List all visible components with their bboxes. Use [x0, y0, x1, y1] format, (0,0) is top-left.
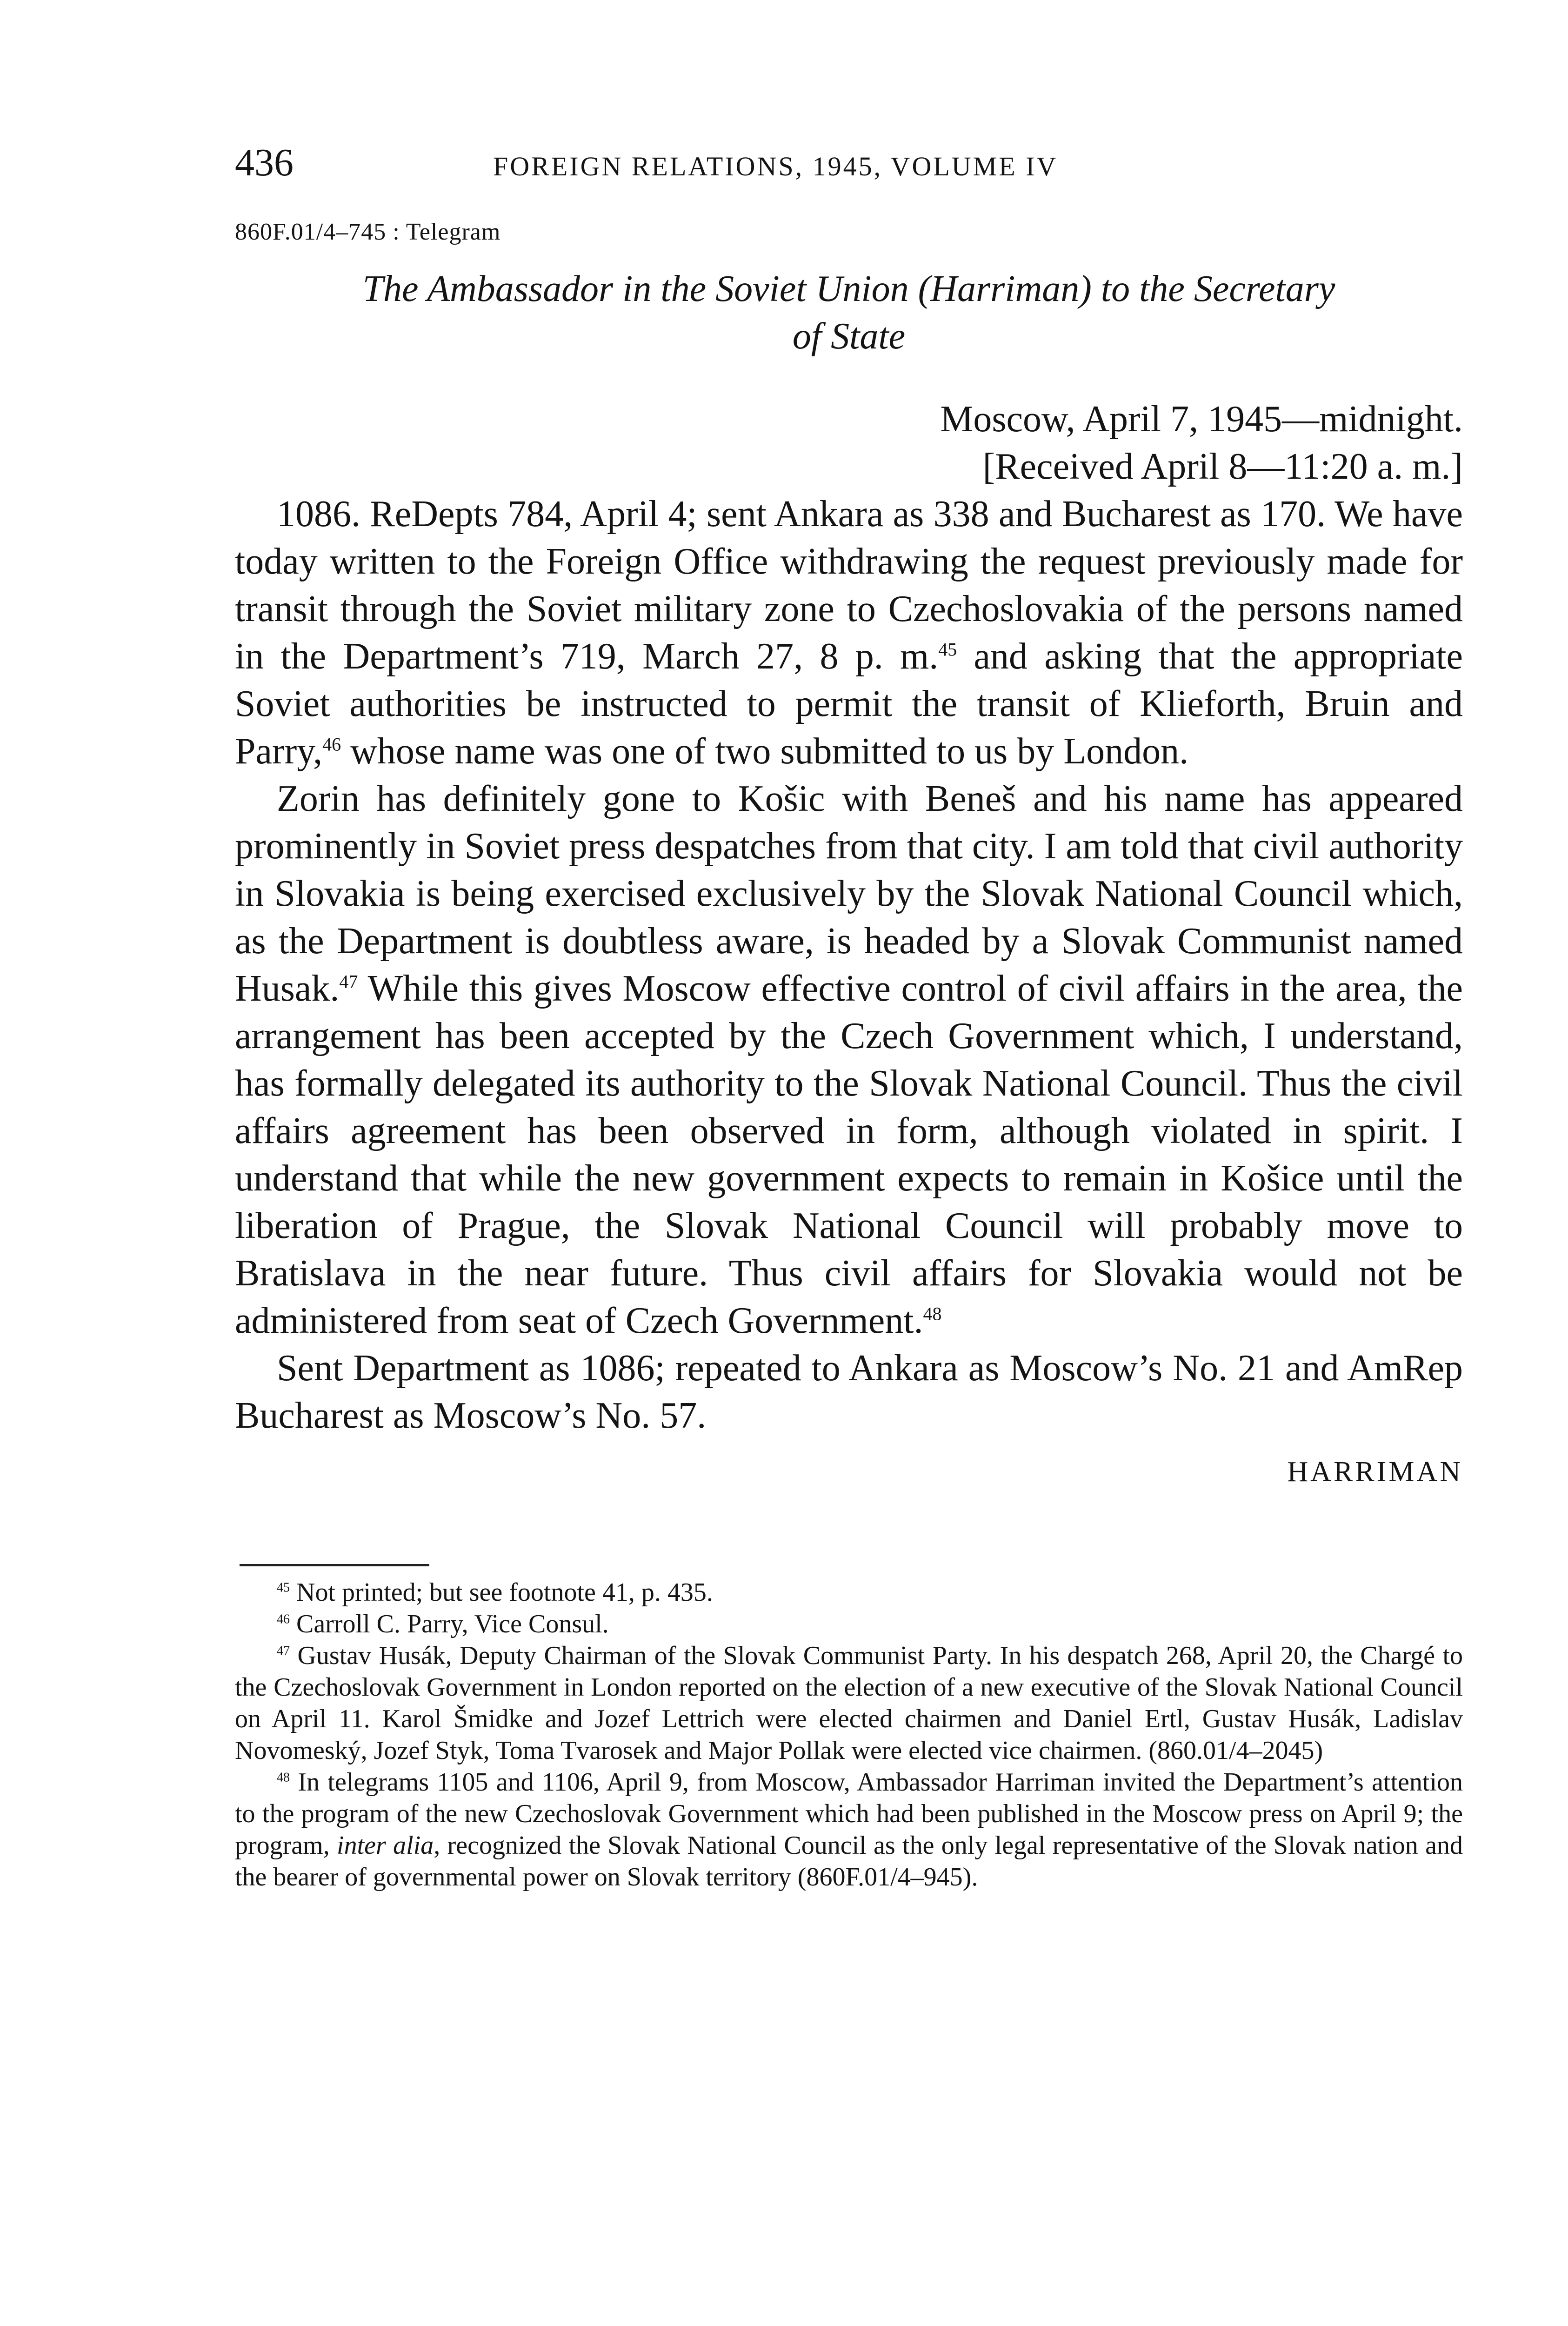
body-paragraph-2 — [235, 775, 1463, 1344]
footnote-number-45: 45 — [277, 1580, 290, 1595]
signature: HARRIMAN — [1287, 1456, 1463, 1488]
footnote-48-text-b: , recognized the Slovak National Council as the only legal representative of the Slovak nation and the bearer of governmental power on Slovak territory (860F.01/4–945). — [235, 1831, 1463, 1892]
paragraph-2-text-a: Zorin has definitely gone to Košic with Beneš and his name has appeared prominently in Soviet press despatches from that city. I am told that civil authority in Slovakia is being exercised exclusively by the Slovak National Council which, as the Department is doubtless aware, is headed by a Slovak Communist named Husak. — [235, 778, 1463, 1009]
footnote-number-48: 48 — [277, 1770, 290, 1785]
footnote-46 — [235, 1608, 1463, 1640]
footnote-ref-46: 46 — [322, 734, 341, 755]
paragraph-1-text-b: and asking that the appropriate Soviet authorities be instructed to permit the transit of Klieforth, Bruin and Parry, — [235, 636, 1463, 772]
page-number: 436 — [235, 141, 294, 184]
footnote-47 — [235, 1640, 1463, 1766]
paragraph-1-text-c: whose name was one of two submitted to us by London. — [341, 731, 1189, 772]
file-reference: 860F.01/4–745 : Telegram — [235, 219, 501, 245]
document-page — [235, 140, 1463, 1893]
paragraph-1-text-a: 1086. ReDepts 784, April 4; sent Ankara as 338 and Bucharest as 170. We have today written to the Foreign Office withdrawing the request previously made for transit through the Soviet military zone to Czechoslovakia of the persons named in the Department’s 719, March 27, 8 p. m. — [235, 494, 1463, 677]
document-title-line-2: of State — [792, 316, 906, 357]
footnote-46-text: Carroll C. Parry, Vice Consul. — [296, 1610, 609, 1638]
footnote-number-46: 46 — [277, 1612, 290, 1627]
footnote-ref-48: 48 — [923, 1303, 942, 1324]
footnote-ref-47: 47 — [339, 971, 358, 992]
footnote-48-text-a: In telegrams 1105 and 1106, April 9, from Moscow, Ambassador Harriman invited the Department’s attention to the program of the new Czechoslovak Government which had been published in the Moscow press on April 9; the program, — [235, 1768, 1463, 1860]
dateline — [235, 395, 1463, 490]
dateline-sent: Moscow, April 7, 1945—midnight. — [940, 399, 1463, 440]
footnote-45-text: Not printed; but see footnote 41, p. 435. — [296, 1578, 713, 1607]
footnote-45 — [235, 1577, 1463, 1608]
document-title-line-1: The Ambassador in the Soviet Union (Harriman) to the Secretary — [362, 268, 1335, 309]
paragraph-2-text-b: While this gives Moscow effective control of civil affairs in the area, the arrangement has been accepted by the Czech Government which, I understand, has formally delegated its authority to the Slovak National Council. Thus the civil affairs agreement has been observed in form, although violated in spirit. I understand that while the new government expects to remain in Košice until the liberation of Prague, the Slovak National Council will probably move to Bratislava in the near future. Thus civil affairs for Slovakia would not be administered from seat of Czech Government. — [235, 968, 1463, 1341]
footnote-48-italic: inter alia — [337, 1831, 434, 1860]
footnote-divider — [240, 1564, 429, 1566]
footnote-ref-45: 45 — [938, 639, 957, 660]
footnote-number-47: 47 — [277, 1644, 290, 1658]
telegram-body — [235, 490, 1463, 1439]
footnote-48 — [235, 1766, 1463, 1893]
document-title — [235, 265, 1463, 360]
running-title: FOREIGN RELATIONS, 1945, VOLUME IV — [493, 151, 1058, 181]
dateline-received: [Received April 8—11:20 a. m.] — [982, 446, 1463, 487]
body-paragraph-3: Sent Department as 1086; repeated to Ankara as Moscow’s No. 21 and AmRep Bucharest as Moscow’s No. 57. — [235, 1348, 1463, 1436]
footnotes — [235, 1577, 1463, 1893]
running-head — [235, 140, 1463, 195]
body-paragraph-1 — [235, 490, 1463, 775]
footnote-47-text: Gustav Husák, Deputy Chairman of the Slovak Communist Party. In his despatch 268, April 20, the Chargé to the Czechoslovak Government in London reported on the election of a new executive of the Slovak National Council on April 11. Karol Šmidke and Jozef Lettrich were elected chairmen and Daniel Ertl, Gustav Husák, Ladislav Novomeský, Jozef Styk, Toma Tvarosek and Major Pollak were elected vice chairmen. (860.01/4–2045) — [235, 1641, 1463, 1765]
